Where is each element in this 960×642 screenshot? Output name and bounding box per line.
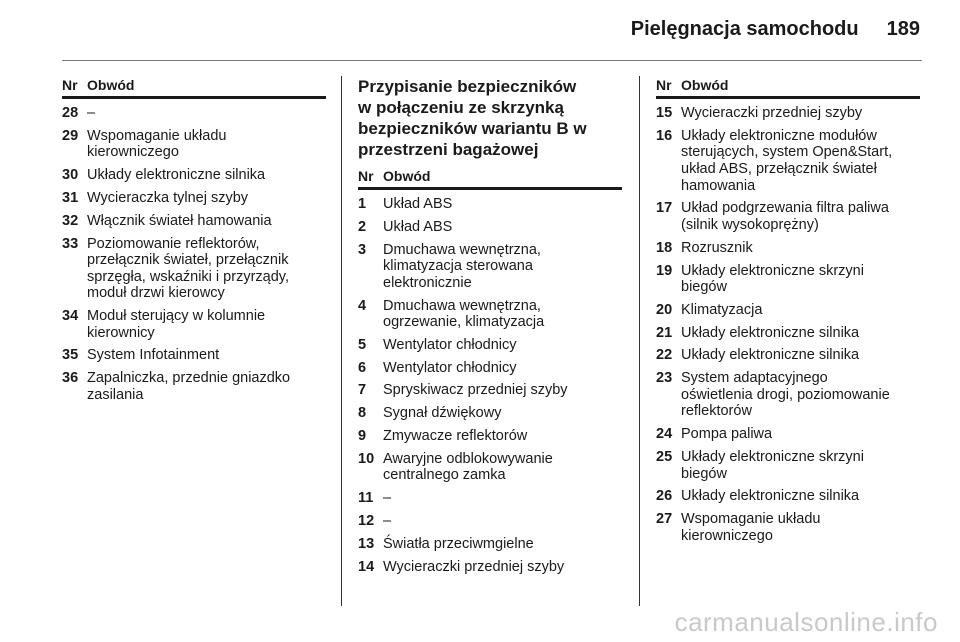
fuse-circuit: Klimatyzacja	[681, 301, 763, 318]
fuse-circuit: Układy elektroniczne silnika	[681, 324, 860, 341]
fuse-number: 35	[62, 347, 79, 364]
table-row	[656, 240, 920, 257]
table-row	[358, 219, 622, 236]
table-row	[62, 190, 326, 207]
fuse-number: 21	[656, 324, 673, 341]
fuse-circuit: –	[383, 490, 392, 507]
table-rows	[62, 105, 326, 403]
table-header	[656, 76, 920, 99]
table-row	[358, 559, 622, 576]
table-row	[358, 451, 622, 484]
table-header	[62, 76, 326, 99]
page-number: 189	[886, 18, 920, 40]
watermark[interactable]: carmanualsonline.info	[674, 607, 938, 637]
table-row	[656, 105, 920, 122]
fuse-number: 6	[358, 359, 367, 376]
table-rows	[656, 105, 920, 544]
table-row	[358, 428, 622, 445]
table-row	[358, 360, 622, 377]
fuse-number: 13	[358, 535, 375, 552]
table-row	[656, 128, 920, 194]
header-circuit: Obwód	[681, 77, 729, 93]
table-row	[656, 449, 920, 482]
fuse-circuit: System adaptacyjnego oświetlenia drogi, poziomowanie reflektorów	[681, 370, 890, 420]
fuse-number: 29	[62, 127, 79, 144]
table-row	[62, 308, 326, 341]
table-row	[62, 128, 326, 161]
table-row	[656, 302, 920, 319]
fuse-circuit: Układy elektroniczne skrzyni biegów	[681, 448, 864, 482]
fuse-circuit: Dmuchawa wewnętrzna, ogrzewanie, klimatyzacja	[383, 297, 545, 331]
table-row	[656, 426, 920, 443]
page-header	[631, 18, 920, 41]
table-row	[358, 536, 622, 553]
fuse-number: 18	[656, 239, 673, 256]
fuse-circuit: Wentylator chłodnicy	[383, 336, 517, 353]
fuse-circuit: Układy elektroniczne silnika	[87, 167, 266, 184]
fuse-circuit: Układy elektroniczne skrzyni biegów	[681, 262, 864, 296]
fuse-number: 9	[358, 428, 367, 445]
table-row	[656, 488, 920, 505]
table-row	[358, 337, 622, 354]
fuse-circuit: Wspomaganie układu kierowniczego	[681, 511, 821, 544]
fuse-number: 16	[656, 127, 673, 144]
column-divider	[341, 76, 342, 606]
table-row	[358, 405, 622, 422]
table-row	[656, 370, 920, 420]
fuse-number: 14	[358, 558, 375, 575]
fuse-circuit: Pompa paliwa	[681, 426, 773, 443]
fuse-number: 32	[62, 212, 79, 229]
fuse-number: 5	[358, 336, 367, 353]
table-row	[358, 298, 622, 331]
fuse-circuit: Awaryjne odblokowywanie centralnego zamka	[383, 450, 553, 484]
fuse-table-column-1	[62, 76, 326, 410]
table-row	[358, 196, 622, 213]
table-row	[656, 511, 920, 544]
fuse-circuit: Układy elektroniczne silnika	[681, 347, 860, 364]
table-row	[358, 513, 622, 530]
fuse-circuit: Układ podgrzewania filtra paliwa (silnik wysokoprężny)	[681, 200, 889, 233]
fuse-number: 7	[358, 382, 367, 399]
page-title: Pielęgnacja samochodu	[630, 18, 859, 40]
header-nr: Nr	[656, 77, 672, 93]
fuse-circuit: Zmywacze reflektorów	[383, 428, 528, 445]
fuse-circuit: Wycieraczki przedniej szyby	[681, 105, 863, 121]
fuse-number: 12	[358, 512, 375, 529]
table-row	[62, 167, 326, 184]
fuse-circuit: Wycieraczka tylnej szyby	[87, 189, 249, 206]
table-row	[656, 263, 920, 296]
fuse-number: 2	[358, 218, 367, 235]
fuse-circuit: Włącznik świateł hamowania	[87, 212, 272, 229]
fuse-circuit: Moduł sterujący w kolumnie kierownicy	[87, 308, 266, 341]
table-row	[62, 213, 326, 230]
fuse-number: 20	[656, 301, 673, 318]
table-row	[358, 490, 622, 507]
table-rows	[358, 196, 622, 575]
fuse-number: 24	[656, 426, 673, 443]
fuse-number: 3	[358, 241, 367, 258]
fuse-circuit: Układ ABS	[383, 218, 453, 235]
fuse-number: 26	[656, 488, 673, 505]
fuse-table-column-2	[358, 76, 622, 581]
fuse-number: 23	[656, 370, 673, 387]
fuse-circuit: Sygnał dźwiękowy	[383, 405, 502, 422]
section-title: Przypisanie bezpieczników w połączeniu ze skrzynką bezpieczników wariantu B w przestrzeni bagażowej	[358, 77, 587, 159]
table-row	[62, 236, 326, 302]
header-circuit: Obwód	[383, 168, 431, 184]
header-nr: Nr	[62, 77, 78, 93]
fuse-circuit: Układy elektroniczne modułów sterujących, system Open&Start, układ ABS, przełącznik świateł hamowania	[681, 127, 893, 194]
fuse-number: 28	[62, 105, 79, 121]
table-row	[62, 105, 326, 122]
table-row	[62, 347, 326, 364]
fuse-number: 27	[656, 511, 673, 528]
column-divider	[639, 76, 640, 606]
fuse-number: 10	[358, 450, 375, 467]
fuse-number: 34	[62, 308, 79, 325]
fuse-circuit: Rozrusznik	[681, 239, 753, 256]
table-header	[358, 167, 622, 190]
fuse-number: 31	[62, 189, 79, 206]
fuse-number: 11	[358, 490, 374, 507]
fuse-circuit: Układy elektroniczne silnika	[681, 488, 860, 505]
fuse-number: 4	[358, 297, 367, 314]
fuse-circuit: Dmuchawa wewnętrzna, klimatyzacja sterowana elektronicznie	[383, 241, 541, 291]
fuse-number: 25	[656, 448, 673, 465]
fuse-circuit: System Infotainment	[87, 347, 220, 364]
table-row	[358, 382, 622, 399]
fuse-number: 30	[62, 167, 79, 184]
table-row	[656, 347, 920, 364]
fuse-circuit: Poziomowanie reflektorów, przełącznik świateł, przełącznik sprzęgła, wskaźniki i przyrządy, moduł drzwi kierowcy	[87, 235, 289, 302]
fuse-circuit: Układ ABS	[383, 196, 453, 212]
table-row	[656, 325, 920, 342]
fuse-number: 33	[62, 235, 79, 252]
fuse-number: 15	[656, 105, 673, 121]
fuse-number: 22	[656, 347, 673, 364]
fuse-circuit: Wentylator chłodnicy	[383, 359, 517, 376]
header-nr: Nr	[358, 168, 374, 184]
fuse-table-column-3	[656, 76, 920, 551]
fuse-number: 8	[358, 405, 367, 422]
table-row	[358, 242, 622, 292]
header-circuit: Obwód	[87, 77, 135, 93]
fuse-circuit: –	[87, 105, 96, 121]
fuse-number: 17	[656, 200, 673, 217]
fuse-circuit: Zapalniczka, przednie gniazdko zasilania	[87, 370, 291, 403]
fuse-number: 19	[656, 262, 673, 279]
fuse-circuit: Wycieraczki przedniej szyby	[383, 558, 565, 575]
fuse-circuit: Światła przeciwmgielne	[383, 535, 534, 552]
fuse-circuit: –	[383, 512, 392, 529]
fuse-number: 1	[358, 196, 367, 212]
fuse-circuit: Spryskiwacz przedniej szyby	[383, 382, 568, 399]
header-rule	[62, 60, 922, 61]
table-row	[62, 370, 326, 403]
table-row	[656, 200, 920, 233]
fuse-circuit: Wspomaganie układu kierowniczego	[87, 127, 227, 161]
fuse-number: 36	[62, 370, 79, 387]
